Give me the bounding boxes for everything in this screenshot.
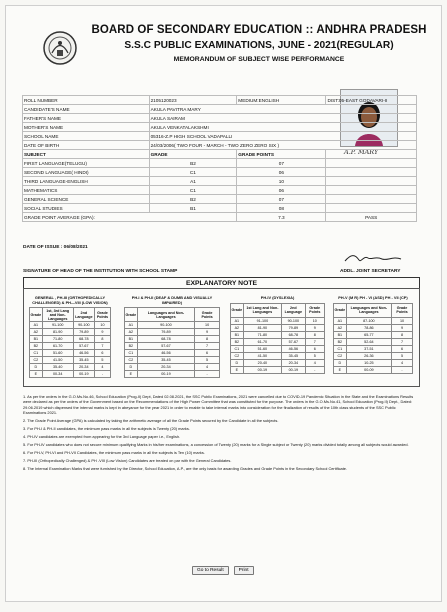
table-cell: 65-77: [346, 331, 391, 338]
table-cell: 5: [305, 352, 324, 359]
table-cell: 68-78: [137, 336, 195, 343]
table-cell: 20-34: [137, 364, 195, 371]
table-cell: 6: [392, 345, 413, 352]
table-header: Grade Points: [94, 308, 110, 322]
table-cell: 37-51: [346, 345, 391, 352]
subject-grade: B2: [149, 195, 237, 204]
table-cell: B1: [334, 331, 347, 338]
father-name: AKULA SAIRAM: [149, 114, 416, 123]
table-cell: 7: [195, 343, 220, 350]
candidate-signature: A.P. MARY: [344, 148, 379, 156]
medium: MEDIUM:ENGLISH: [237, 96, 326, 105]
table-header: 1st, 3rd Lang and Non-Languages: [42, 308, 73, 322]
table-cell: 52-64: [346, 338, 391, 345]
table-cell: C2: [231, 352, 244, 359]
table-cell: 00-09: [346, 366, 391, 373]
table-header: Grade: [231, 303, 244, 317]
mr-asd-cp-table: [333, 296, 413, 374]
note-item: 1. As per the orders in the G.O.Ms.No.46, School Education (Prog-II) Dept, Dated 02.08.2021, the SSC Public Examinations, 2021 were cancelled due to COVID-19 Pandemic Situation in the State and the Examinations Results were declared as per the orders of the Government based on the Recommendations of the High Power Committee that was constituted for the purpose. The orders in the G.O.Ms.No.41, School Education (Prog.II) Dept., Dated: 29.06.2019 which dispensed the internal marks is kept in abeyance for the year 2021 in order to enable to take internal marks into consideration for the finalization of results of the 10th class students of the SSC Public Examinations 2021.: [23, 394, 414, 416]
print-button[interactable]: Print: [234, 566, 254, 575]
table-cell: B1: [30, 336, 43, 343]
table-cell: 81-90: [243, 324, 281, 331]
dob-label: DATE OF BIRTH: [23, 141, 150, 150]
table-cell: 78-86: [346, 324, 391, 331]
note-item: 5. For PH-IV candidates who does not secure minimum qualifying Marks in his/her examinations, a concession of Twenty (20) marks for a Single subject or Twenty (20) marks divided totally among all subjects would awarded.: [23, 441, 409, 447]
note-item: 2. The Grade Point Average (GPA) is calculated by taking the arithmetic average of all the Grade Points secured by the Candidate in all the subjects.: [23, 418, 279, 424]
board-seal-icon: [42, 28, 78, 68]
subject-grade: A1: [149, 177, 237, 186]
school-name: 05316-Z.P HIGH SCHOOL VADAPALLI: [149, 132, 416, 141]
table-cell: A1: [30, 322, 43, 329]
table-cell: 5: [392, 352, 413, 359]
table-header: Grade Points: [392, 303, 413, 317]
table-cell: A1: [231, 317, 244, 324]
table-cell: 41-50: [243, 352, 281, 359]
subject-points: 06: [237, 168, 326, 177]
table-cell: A2: [125, 329, 138, 336]
table-cell: C1: [334, 345, 347, 352]
go-to-result-button[interactable]: Go to Result: [192, 566, 229, 575]
table-cell: 7: [94, 343, 110, 350]
table-cell: 90-100: [137, 322, 195, 329]
table-header: Grade: [30, 308, 43, 322]
table-cell: C1: [231, 345, 244, 352]
table-cell: 51-60: [42, 350, 73, 357]
explanatory-note-title: EXPLANATORY NOTE: [23, 277, 420, 289]
table-cell: 91-100: [243, 317, 281, 324]
name-label: CANDIDATE'S NAME: [23, 105, 150, 114]
general-grade-table: [29, 296, 111, 378]
table-header: 1st Lang and Non-Languages: [243, 303, 281, 317]
subject-header: SUBJECT: [23, 150, 150, 159]
table-cell: 8: [305, 331, 324, 338]
roll-label: ROLL NUMBER: [23, 96, 150, 105]
father-label: FATHER'S NAME: [23, 114, 150, 123]
table-cell: 26-36: [346, 352, 391, 359]
explanatory-notes: [23, 394, 418, 473]
table-cell: 90-100: [73, 322, 94, 329]
table-cell: 8: [392, 331, 413, 338]
dyslexia-table: [230, 296, 325, 374]
board-title: BOARD OF SECONDARY EDUCATION :: ANDHRA PRADESH: [91, 24, 427, 36]
table-cell: 79-89: [137, 329, 195, 336]
table-cell: 90-100: [282, 317, 305, 324]
table-caption: PH-V (M R) PH - VI (ASD) PH - VII (CP): [338, 295, 408, 300]
table-cell: 6: [94, 350, 110, 357]
head-signature-label: SIGNATURE OF HEAD OF THE INSTITUTION WITH SCHOOL STAMP: [23, 269, 178, 274]
table-cell: 35-40: [42, 364, 73, 371]
table-cell: 20-40: [243, 359, 281, 366]
table-cell: E: [334, 366, 347, 373]
table-cell: 8: [94, 336, 110, 343]
result-status: PASS: [326, 213, 417, 222]
table-caption: GENERAL , PH-III (ORTHOPEDICALLY CHALLENGED) & PH—VIII (LOW VISION): [32, 295, 108, 305]
subject-name: THIRD LANGUAGE-ENGLISH: [23, 177, 150, 186]
table-cell: 10-25: [346, 359, 391, 366]
subject-points: 07: [237, 195, 326, 204]
table-cell: 6: [305, 345, 324, 352]
grade-points-header: GRADE POINTS: [237, 150, 326, 159]
table-cell: 8: [195, 336, 220, 343]
table-cell: D: [30, 364, 43, 371]
table-header: Languages and Non-Languages: [137, 308, 195, 322]
table-cell: B1: [125, 336, 138, 343]
table-cell: C2: [30, 357, 43, 364]
table-cell: 10: [392, 317, 413, 324]
table-cell: C2: [125, 357, 138, 364]
table-cell: -: [195, 371, 220, 378]
grade-header: GRADE: [149, 150, 237, 159]
table-cell: B1: [231, 331, 244, 338]
table-cell: 00-19: [73, 371, 94, 378]
table-cell: 00-19: [137, 371, 195, 378]
table-cell: B2: [125, 343, 138, 350]
table-cell: 7: [392, 338, 413, 345]
table-cell: 57-67: [137, 343, 195, 350]
table-cell: 4: [195, 364, 220, 371]
table-cell: -: [94, 371, 110, 378]
gpa-label: GRADE POINT AVERAGE (GPA):: [23, 213, 237, 222]
table-cell: A2: [334, 324, 347, 331]
table-cell: 35-45: [282, 352, 305, 359]
gpa-value: 7.3: [237, 213, 326, 222]
grade-tables-area: [23, 288, 420, 387]
table-cell: D: [231, 359, 244, 366]
table-cell: 10: [94, 322, 110, 329]
subject-grade: B2: [149, 159, 237, 168]
memo-page: [5, 5, 442, 602]
table-cell: 71-80: [42, 336, 73, 343]
table-header: 2nd Language: [282, 303, 305, 317]
table-header: Grade: [125, 308, 138, 322]
table-cell: C1: [125, 350, 138, 357]
table-cell: 9: [392, 324, 413, 331]
table-cell: B2: [231, 338, 244, 345]
table-cell: 20-34: [282, 359, 305, 366]
roll-number: 2105120023: [149, 96, 237, 105]
table-cell: 4: [305, 359, 324, 366]
table-caption: PH-IV (DYSLEXIA): [260, 295, 295, 300]
table-cell: E: [30, 371, 43, 378]
table-cell: 68-78: [73, 336, 94, 343]
table-cell: A2: [231, 324, 244, 331]
table-cell: 10: [195, 322, 220, 329]
table-cell: 79-89: [282, 324, 305, 331]
table-cell: -: [305, 366, 324, 373]
official-signature-icon: [343, 252, 403, 264]
table-cell: B2: [334, 338, 347, 345]
memo-title: MEMORANDUM OF SUBJECT WISE PERFORMANCE: [173, 56, 345, 63]
subject-name: MATHEMATICS: [23, 186, 150, 195]
table-header: Grade Points: [195, 308, 220, 322]
table-cell: 35-45: [73, 357, 94, 364]
table-cell: C1: [30, 350, 43, 357]
table-cell: 71-80: [243, 331, 281, 338]
subject-grade: B1: [149, 204, 237, 213]
table-cell: 20-34: [73, 364, 94, 371]
table-cell: D: [334, 359, 347, 366]
mother-name: AKULA VENKATALAKSHMI: [149, 123, 416, 132]
subject-name: FIRST LANGUAGE(TELUGU): [23, 159, 150, 168]
table-cell: E: [231, 366, 244, 373]
table-cell: -: [392, 366, 413, 373]
table-cell: 5: [94, 357, 110, 364]
date-of-issue: DATE OF ISSUE : 06/08/2021: [23, 245, 88, 250]
subject-points: 07: [237, 159, 326, 168]
table-cell: 5: [195, 357, 220, 364]
table-cell: 7: [305, 338, 324, 345]
subject-points: 10: [237, 177, 326, 186]
action-bar: [192, 566, 254, 575]
header: [14, 24, 434, 82]
note-item: 8. The Internal Examination Marks that were furnished by the Director, School Education, A.P., are the only basis for awarding Grades and Grade Points in the Secondary School Certificate.: [23, 465, 348, 471]
table-header: Grade: [334, 303, 347, 317]
table-cell: 61-70: [243, 338, 281, 345]
table-cell: 91-100: [42, 322, 73, 329]
table-cell: 00-34: [42, 371, 73, 378]
mother-label: MOTHER'S NAME: [23, 123, 150, 132]
school-label: SCHOOL NAME: [23, 132, 150, 141]
deaf-visually-impaired-table: [124, 296, 220, 378]
table-cell: 46-56: [137, 350, 195, 357]
table-cell: A1: [334, 317, 347, 324]
table-header: 2nd Language: [73, 308, 94, 322]
table-cell: 10: [305, 317, 324, 324]
note-item: 3. For PH-I & PH-II candidates, the minimum pass marks in all the subjects is Twenty (20) marks.: [23, 426, 190, 432]
subject-grade: C1: [149, 186, 237, 195]
subject-name: SECOND LANGUAGE( HINDI): [23, 168, 150, 177]
subject-grade: C1: [149, 168, 237, 177]
table-cell: C2: [334, 352, 347, 359]
table-cell: 61-70: [42, 343, 73, 350]
district: DIST:05-EAST GODAVARI-II: [326, 96, 417, 105]
subject-points: 08: [237, 204, 326, 213]
table-cell: A1: [125, 322, 138, 329]
candidate-name: AKULA PAVITRA MARY: [149, 105, 416, 114]
table-cell: 9: [195, 329, 220, 336]
table-cell: 00-19: [243, 366, 281, 373]
note-item: 4. PH-IV candidates are exempted from appearing for the 3rd Language paper i.e., English.: [23, 433, 181, 439]
table-cell: 46-56: [282, 345, 305, 352]
table-cell: D: [125, 364, 138, 371]
subject-name: SOCIAL STUDIES: [23, 204, 150, 213]
table-cell: 57-67: [73, 343, 94, 350]
table-cell: 79-89: [73, 329, 94, 336]
table-cell: 57-67: [282, 338, 305, 345]
table-cell: 9: [94, 329, 110, 336]
candidate-details-table: [22, 95, 417, 222]
table-cell: 00-19: [282, 366, 305, 373]
addl-joint-secretary-label: ADDL. JOINT SECRETARY: [340, 269, 401, 274]
table-cell: 87-100: [346, 317, 391, 324]
subject-name: GENERAL SCIENCE: [23, 195, 150, 204]
table-header: Grade Points: [305, 303, 324, 317]
date-of-birth: 24/03/2006( TWO FOUR - MARCH - TWO ZERO ZERO SIX ): [149, 141, 416, 150]
table-cell: 68-78: [282, 331, 305, 338]
note-item: 6. For PH-V, PH-VI and PH-VII Candidates, the minimum pass marks in all the subjects is Ten (10) marks.: [23, 449, 205, 455]
table-cell: A2: [30, 329, 43, 336]
subject-points: 06: [237, 186, 326, 195]
note-item: 7. PH-III (Orthopedically Challenged) & PH -VIII (Low Vision) Candidates are treated on par with the General Candidates.: [23, 457, 232, 463]
table-cell: 6: [195, 350, 220, 357]
table-header: Languages and Non-Languages: [346, 303, 391, 317]
table-caption: PH-I & PH-II (DEAF & DUMB AND VISUALLY IMPAIRED): [131, 295, 213, 305]
table-cell: B2: [30, 343, 43, 350]
table-cell: E: [125, 371, 138, 378]
table-cell: 41-50: [42, 357, 73, 364]
table-cell: 35-45: [137, 357, 195, 364]
table-cell: 9: [305, 324, 324, 331]
table-cell: 46-56: [73, 350, 94, 357]
exam-title: S.S.C PUBLIC EXAMINATIONS, JUNE - 2021(REGULAR): [124, 40, 394, 51]
table-cell: 4: [392, 359, 413, 366]
table-cell: 51-60: [243, 345, 281, 352]
table-cell: 81-90: [42, 329, 73, 336]
table-cell: 4: [94, 364, 110, 371]
